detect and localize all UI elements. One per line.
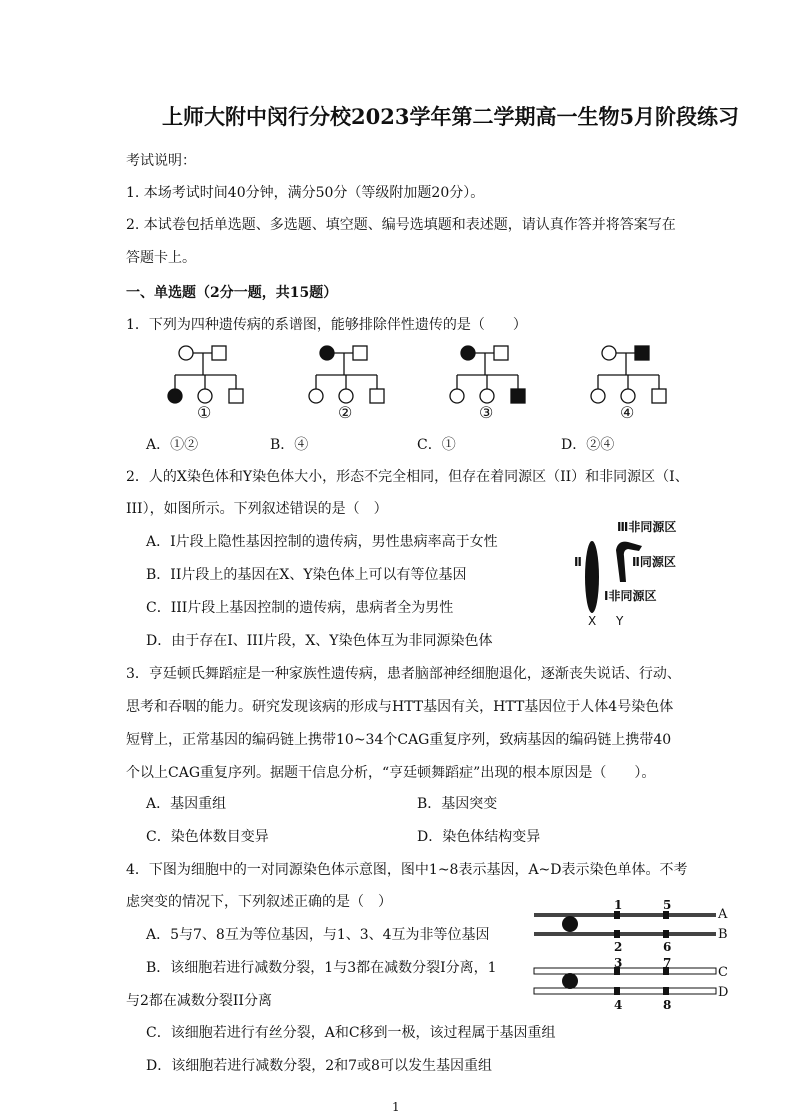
pedigree-4 (591, 346, 666, 403)
chromatid-b (534, 932, 716, 936)
gene-label-6: 6 (663, 940, 672, 954)
gene-label-7: 7 (663, 956, 672, 970)
chromatid-label-a: A (718, 907, 728, 922)
centromere-top (562, 916, 578, 932)
q1-stem: 1．下列为四种遗传病的系谱图，能够排除伴性遗传的是（ ） (126, 317, 527, 333)
q1-pedigrees (150, 340, 750, 420)
gene-mark-6 (663, 930, 669, 938)
q3-option-d: D．染色体结构变异 (417, 829, 541, 845)
q2-option-c: C．III片段上基因控制的遗传病，患病者全为男性 (146, 600, 454, 616)
q2-stem-1: 2．人的X染色体和Y染色体大小，形态不完全相同，但存在着同源区（II）和非同源区（I、 (126, 469, 689, 485)
gene-label-4: 4 (614, 998, 623, 1012)
chromatid-c (534, 968, 716, 974)
q1-option-c: C．① (417, 437, 456, 453)
q3-option-c: C．染色体数目变异 (146, 829, 269, 845)
q4-option-c: C．该细胞若进行有丝分裂，A和C移到一极，该过程属于基因重组 (146, 1025, 556, 1041)
chromatid-label-d: D (718, 985, 729, 1000)
centromere-bottom (562, 973, 578, 989)
gene-label-8: 8 (663, 998, 672, 1012)
gene-label-3: 3 (614, 956, 623, 970)
pedigree-3 (450, 346, 525, 403)
q3-stem-2: 思考和吞咽的能力。研究发现该病的形成与HTT基因有关，HTT基因位于人体4号染色体 (126, 699, 674, 715)
xy-label-ii-left: Ⅱ (574, 555, 582, 569)
chromatid-d (534, 988, 716, 994)
q4-stem-2: 虑突变的情况下，下列叙述正确的是（ ） (126, 894, 392, 910)
q3-stem-3: 短臂上，正常基因的编码链上携带10~34个CAG重复序列，致病基因的编码链上携带40 (126, 732, 672, 748)
pedigree-label-1: ① (197, 403, 212, 422)
q4-option-d: D．该细胞若进行减数分裂，2和7或8可以发生基因重组 (146, 1058, 492, 1074)
xy-label-x: X (588, 614, 597, 628)
page-title: 上师大附中闵行分校2023学年第二学期高一生物5月阶段练习 (162, 104, 740, 129)
section-heading: 一、单选题（2分一题，共15题） (126, 285, 338, 301)
instructions-line-1: 1. 本场考试时间40分钟，满分50分（等级附加题20分）。 (126, 185, 485, 201)
chromatid-a (534, 913, 716, 917)
q1-option-a: A．①② (146, 437, 199, 453)
q2-option-d: D．由于存在I、III片段，X、Y染色体互为非同源染色体 (146, 633, 493, 649)
pedigree-label-2: ② (338, 403, 353, 422)
q4-stem-1: 4．下图为细胞中的一对同源染色体示意图，图中1~8表示基因，A~D表示染色单体。不考 (126, 862, 688, 878)
gene-label-1: 1 (614, 898, 623, 912)
q3-option-b: B．基因突变 (417, 796, 498, 812)
gene-mark-2 (614, 930, 620, 938)
q3-stem-1: 3．亨廷顿氏舞蹈症是一种家族性遗传病，患者脑部神经细胞退化，逐渐丧失说话、行动、 (126, 666, 681, 682)
homologous-chromosome-figure (534, 905, 724, 1005)
q1-option-d: D．②④ (561, 437, 615, 453)
x-chromosome (585, 541, 599, 613)
q3-option-a: A．基因重组 (146, 796, 227, 812)
pedigree-1 (168, 346, 243, 403)
instructions-line-2a: 2. 本试卷包括单选题、多选题、填空题、编号选填题和表述题，请认真作答并将答案写在 (126, 217, 676, 233)
xy-label-y: Y (616, 614, 624, 628)
xy-label-ii-right: Ⅱ同源区 (632, 555, 676, 569)
xy-label-i: Ⅰ非同源区 (604, 589, 657, 603)
instructions-heading: 考试说明： (126, 153, 196, 169)
q4-option-a: A．5与7、8互为等位基因，与1、3、4互为非等位基因 (146, 927, 490, 943)
pedigree-label-3: ③ (479, 403, 494, 422)
instructions-line-2b: 答题卡上。 (126, 250, 196, 266)
q1-option-b: B．④ (270, 437, 309, 453)
q2-option-a: A．I片段上隐性基因控制的遗传病，男性患病率高于女性 (146, 534, 498, 550)
q2-option-b: B．II片段上的基因在X、Y染色体上可以有等位基因 (146, 567, 467, 583)
q2-stem-2: III），如图所示。下列叙述错误的是（ ） (126, 501, 388, 517)
gene-mark-8 (663, 987, 669, 995)
gene-mark-4 (614, 987, 620, 995)
chromatid-label-c: C (718, 965, 728, 980)
xy-label-iii: Ⅲ非同源区 (617, 520, 677, 534)
pedigree-2 (309, 346, 384, 403)
chromatid-label-b: B (718, 927, 728, 942)
gene-label-5: 5 (663, 898, 672, 912)
page-number: 1 (392, 1100, 400, 1114)
q4-option-b-line-1: B．该细胞若进行减数分裂，1与3都在减数分裂I分离，1 (146, 960, 497, 976)
gene-label-2: 2 (614, 940, 623, 954)
q4-option-b-line-2: 与2都在减数分裂II分离 (126, 993, 272, 1009)
q3-stem-4: 个以上CAG重复序列。据题干信息分析，“亨廷顿舞蹈症”出现的根本原因是（ ）。 (126, 765, 656, 781)
pedigree-label-4: ④ (620, 403, 635, 422)
